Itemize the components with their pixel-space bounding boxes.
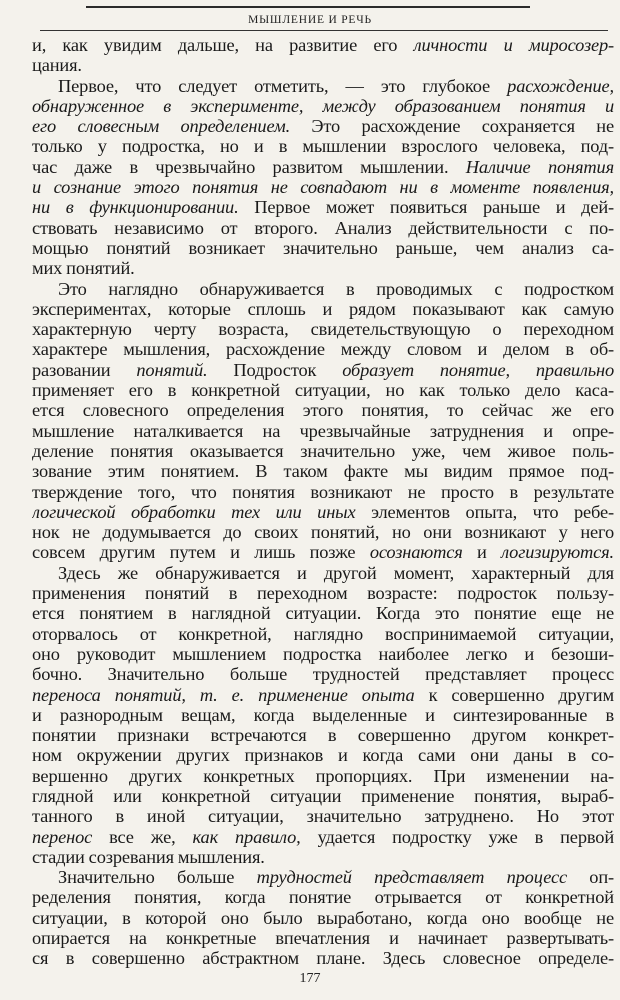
text-line [32, 725, 614, 745]
italic-span: логической обработки тех или иных [32, 501, 356, 522]
text-body [32, 35, 614, 969]
text-span: Это наглядно обнаруживается в проводимых с подростком [58, 278, 614, 299]
text-span: оно руководит мышлением подростка наиболее легко и безоши- [32, 643, 614, 664]
text-span: мих понятий. [32, 258, 135, 279]
text-span: Значительно больше [58, 867, 257, 888]
text-span: ситуации, в которой оно было выработано, когда оно вообще не [32, 907, 614, 928]
text-line [32, 339, 614, 359]
text-span: элементов опыта, что ребе- [355, 501, 614, 522]
text-line [32, 218, 614, 238]
italic-span: как правило, [192, 826, 301, 847]
text-line [32, 583, 614, 603]
text-line [32, 624, 614, 644]
italic-span: понятий. [136, 359, 208, 380]
text-line [32, 482, 614, 502]
text-span: Первое, что следует отметить, — это глубокое [58, 75, 508, 96]
text-line [32, 887, 614, 907]
text-line [32, 76, 614, 96]
text-span: экспериментах, которые сплошь и рядом показывают как самую [32, 298, 614, 319]
text-span: вершенно других конкретных пропорциях. При изменении на- [32, 765, 614, 786]
text-span: деление понятия оказывается значительно уже, чем живое поль- [32, 440, 614, 461]
italic-span: его словесным определением. [32, 116, 291, 137]
text-span: оп- [567, 867, 614, 888]
text-line [32, 441, 614, 461]
text-span: мышление наталкивается на чрезвычайные затруднения и опре- [32, 420, 614, 441]
text-span: ствовать независимо от второго. Анализ действительности с по- [32, 217, 614, 238]
text-line [32, 360, 614, 380]
text-span: все же, [92, 826, 193, 847]
text-line [32, 847, 614, 867]
italic-span: ни в функционировании. [32, 197, 239, 218]
text-span: зование этим понятием. В таком факте мы видим прямое под- [32, 461, 614, 482]
text-line [32, 421, 614, 441]
text-span [510, 360, 536, 380]
text-span: понятии признаки встречаются в совершенно другом конкрет- [32, 725, 614, 746]
text-line [32, 197, 614, 217]
header-divider [40, 30, 608, 31]
text-span: Здесь же обнаруживается и другой момент, характерный для [58, 562, 614, 583]
text-line [32, 400, 614, 420]
text-span: стадии созревания мышления. [32, 846, 265, 867]
text-line [32, 177, 614, 197]
text-span: и, как увидим дальше, на развитие его [32, 35, 414, 55]
text-span: глядной или конкретной ситуации применение понятия, выраб- [32, 785, 614, 806]
text-span: и разнородным вещам, когда выделенные и синтезированные в [32, 704, 614, 725]
text-line [32, 806, 614, 826]
text-span: мощью понятий возникает значительно раньше, чем анализ са- [32, 237, 614, 258]
text-span: разовании [32, 359, 137, 380]
text-span: ся в совершенно абстрактном плане. Здесь словесное определе- [32, 948, 614, 969]
text-span: совсем другим путем и лишь позже [32, 542, 370, 563]
text-line [32, 116, 614, 136]
text-line [32, 685, 614, 705]
text-span: нок не додумывается до своих понятий, но они возникают у него [32, 522, 614, 543]
text-span: и [462, 542, 502, 563]
italic-span: расхождение, [507, 75, 614, 96]
text-line [32, 745, 614, 765]
text-line [32, 35, 614, 55]
italic-span: трудностей представляет процесс [256, 867, 568, 888]
text-span: ном окружении других признаков и когда сами они даны в со- [32, 745, 614, 766]
text-line [32, 136, 614, 156]
text-line [32, 948, 614, 968]
text-line [32, 319, 614, 339]
top-rule [86, 6, 530, 8]
text-span: ется понятием в наглядной ситуации. Когда это понятие еще не [32, 603, 614, 624]
text-line [32, 827, 614, 847]
italic-span: образует понятие, [342, 359, 510, 380]
text-line [32, 644, 614, 664]
text-span: оторвалось от конкретной, наглядно воспринимаемой ситуации, [32, 623, 614, 644]
text-line [32, 258, 614, 278]
italic-span: правильно [535, 359, 614, 380]
text-line [32, 705, 614, 725]
text-line [32, 55, 614, 75]
italic-span: личности и миросозер- [413, 35, 614, 55]
text-line [32, 603, 614, 623]
page-number: 177 [299, 971, 321, 986]
text-span: к совершенно другим [414, 684, 614, 705]
text-span: бочно. Значительно больше трудностей представляет процесс [32, 664, 614, 685]
text-line [32, 766, 614, 786]
text-span: характере мышления, расхождение между словом и делом в об- [32, 339, 614, 360]
text-span: тверждение того, что понятия возникают не просто в результате [32, 481, 614, 502]
text-span: Первое может появиться раньше и дей- [238, 197, 614, 218]
text-line [32, 299, 614, 319]
running-head: МЫШЛЕНИЕ И РЕЧЬ [248, 14, 372, 26]
text-line [32, 563, 614, 583]
italic-span: Наличие понятия [465, 156, 614, 177]
italic-span: осознаются [369, 542, 463, 563]
text-line [32, 96, 614, 116]
italic-span: переноса понятий, т. е. применение опыта [32, 684, 415, 705]
text-span: ется словесного определения этого понятия, то сейчас же его [32, 400, 614, 421]
text-line [32, 238, 614, 258]
italic-span: логизируются. [501, 542, 614, 563]
text-line [32, 786, 614, 806]
text-span: цания. [32, 55, 82, 76]
italic-span: перенос [32, 826, 93, 847]
text-line [32, 279, 614, 299]
text-span: опирается на конкретные впечатления и начинает развертывать- [32, 928, 614, 949]
text-span: характерную черту возраста, свидетельствующую о переходном [32, 319, 614, 340]
text-span: применяет его в конкретной ситуации, но как только дело каса- [32, 380, 614, 401]
text-line [32, 908, 614, 928]
text-span: только у подростка, но и в мышлении взрослого человека, под- [32, 136, 614, 157]
text-line [32, 157, 614, 177]
italic-span: и сознание этого понятия не совпадают ни в моменте появления, [32, 177, 614, 198]
text-line [32, 928, 614, 948]
text-line [32, 522, 614, 542]
text-line [32, 664, 614, 684]
text-line [32, 461, 614, 481]
text-line [32, 542, 614, 562]
text-span: применения понятий в переходном возрасте: подросток пользу- [32, 583, 614, 604]
text-span: удается подростку уже в первой [300, 826, 614, 847]
text-span: Подросток [207, 359, 343, 380]
text-span: Это расхождение сохраняется не [290, 116, 614, 137]
text-line [32, 380, 614, 400]
text-span: час даже в чрезвычайно развитом мышлении. [32, 156, 466, 177]
text-span: ределения понятия, когда понятие отрывается от конкретной [32, 887, 614, 908]
italic-span: обнаруженное в эксперименте, между образованием понятия и [32, 95, 614, 116]
text-span: танного в иной ситуации, значительно затруднено. Но этот [32, 806, 614, 827]
text-line [32, 502, 614, 522]
text-line [32, 867, 614, 887]
